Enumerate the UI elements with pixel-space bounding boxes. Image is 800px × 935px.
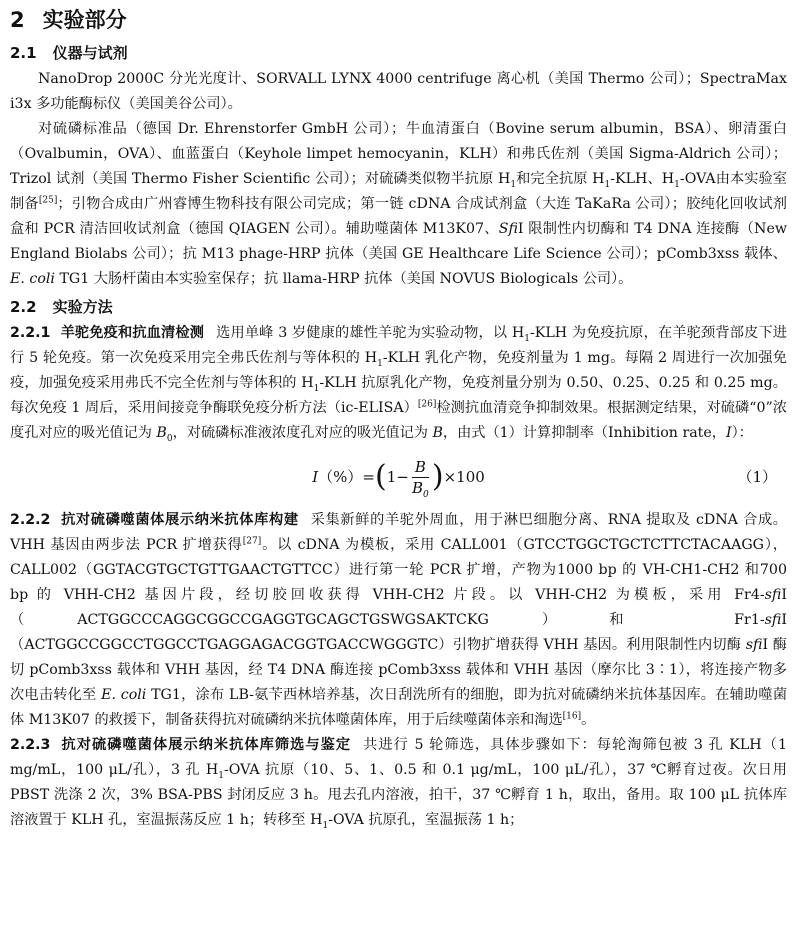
italic-text: sfi: [745, 637, 763, 653]
equation-one: 1−: [386, 467, 409, 486]
fraction: [412, 457, 429, 498]
subscript: 1: [674, 179, 680, 190]
subscript: 1: [377, 358, 383, 369]
text: 对硫磷标准品（德国 Dr. Ehrenstorfer GmbH 公司）；牛血清蛋白（Bovine serum albumin，BSA）、卵清蛋白（Ovalbumin，OVA）、血蓝蛋白（Keyhole limpet hemocyanin，KLH）和弗氏佐剂（美国 Sigma-Aldrich 公司）；Trizol 试剂（美国 Thermo Fisher Scientific 公司）；对硫磷类似物半抗原 H: [10, 121, 787, 187]
immunization-paragraph: [10, 321, 787, 446]
italic-text: E. coli: [101, 687, 147, 703]
text: ，对硫磷标准液浓度孔对应的吸光值记为: [172, 425, 433, 441]
variable: I: [725, 425, 732, 441]
text: -OVA 抗原孔，室温振荡 1 h；: [328, 812, 524, 828]
heading-title: 羊驼免疫和抗血清检测: [60, 325, 205, 341]
citation: [27]: [242, 536, 262, 547]
denominator-var: B: [411, 478, 423, 497]
text: -KLH 乳化产物，免疫剂量为 1 mg。每隔 2 周进行一次加强免疫，加强免疫采用弗氏不完全佐剂与等体积的 H: [10, 350, 787, 391]
subscript: 0: [422, 489, 429, 500]
text: -KLH 抗原乳化产物，免疫剂量分别为 0.50、0.25、0.25 和 0.25 mg。每次免疫 1 周后，采用间接竞争酶联免疫分析方法（ic-ELISA）: [10, 375, 787, 416]
library-construction-paragraph: [10, 508, 787, 733]
heading-title: 抗对硫磷噬菌体展示纳米抗体库构建: [60, 512, 299, 528]
subsection-title: 仪器与试剂: [52, 44, 128, 62]
citation: [16]: [562, 711, 582, 722]
heading-title: 抗对硫磷噬菌体展示纳米抗体库筛选与鉴定: [60, 737, 352, 753]
text: TG1，涂布 LB-氨苄西林培养基，次日刮洗所有的细胞，即为抗对硫磷纳米抗体基因库。在辅助噬菌体 M13K07 的救援下，制备获得抗对硫磷纳米抗体噬菌体库，用于后续噬菌体亲和淘选: [10, 687, 787, 728]
section-heading: [10, 2, 787, 38]
subscript: 1: [510, 179, 517, 190]
text: 和完全抗原 H: [516, 171, 605, 187]
italic-text: Sfi: [498, 221, 518, 237]
instruments-paragraph: NanoDrop 2000C 分光光度计、SORVALL LYNX 4000 centrifuge 离心机（美国 Thermo 公司）；SpectraMax i3x 多功能酶标仪（美国美谷公司）。: [10, 71, 787, 112]
text: ，由式（1）计算抑制率（Inhibition rate，: [442, 425, 726, 441]
subsubsection-heading-2-2-1: [10, 325, 204, 341]
numerator: B: [412, 457, 429, 478]
denominator: [412, 478, 429, 498]
text: -KLH、H: [610, 171, 675, 187]
text: I（ACTGGCCGGCCTGGCCTGAGGAGACGGTGACCWGGGTC）引物扩增获得 VHH 基因。利用限制性内切酶: [10, 612, 787, 653]
subsection-title: 实验方法: [52, 298, 113, 316]
text: I（ACTGGCCCAGGCGGCCGAGGTGCAGCTGSWGSAKTCKG）和 Fr1-: [10, 587, 787, 628]
subscript: 1: [604, 179, 611, 190]
text: I 限制性内切酶和 T4 DNA 连接酶（New England Biolabs 公司）；抗 M13 phage-HRP 抗体（美国 GE Healthcare Life Science 公司）；pComb3xss 载体、: [10, 221, 787, 262]
text: I 酶切 pComb3xss 载体和 VHH 基因，经 T4 DNA 酶连接 pComb3xss 载体和 VHH 基因（摩尔比 3∶1），将连接产物多次电击转化至: [10, 637, 787, 703]
text: 。: [581, 712, 596, 728]
citation: [25]: [38, 195, 58, 206]
text: -OVA由本实验室制备: [10, 171, 787, 212]
variable: B: [156, 425, 167, 441]
subscript: 1: [218, 770, 224, 781]
variable: B: [432, 425, 443, 441]
text: 检测抗血清竞争抑制效果。根据测定结果，对硫磷“0”浓度孔对应的吸光值记为: [10, 400, 787, 441]
subsubsection-heading-2-2-3: [10, 737, 351, 753]
text: 。以 cDNA 为模板，采用 CALL001（GTCCTGGCTGCTCTTCTACAAGG），CALL002（GGTACGTGCTGTTGAACTGTTCC）进行第一轮 PCR 扩增，产物为1000 bp 的 VH-CH1-CH2 和700 bp 的 VHH-CH2 基因片段，经切胶回收获得 VHH-CH2 片段。以 VHH-CH2 为模板，采用 Fr4-: [10, 537, 788, 603]
subsection-number: 2.2: [10, 298, 37, 316]
text: -KLH 为免疫抗原，在羊驼颈背部皮下进行 5 轮免疫。第一次免疫采用完全弗氏佐剂与等体积的 H: [10, 325, 787, 366]
italic-text: E. coli: [10, 271, 55, 287]
text: 共进行 5 轮筛选，具体步骤如下：每轮淘筛包被 3 孔 KLH（1 mg/mL，100 μL/孔），3 孔 H: [10, 737, 787, 778]
subsection-number: 2.1: [10, 44, 37, 62]
equation-lhs: I: [312, 467, 319, 486]
subscript: 0: [166, 433, 173, 444]
heading-number: 2.2.1: [10, 325, 51, 341]
subsubsection-heading-2-2-2: [10, 512, 299, 528]
citation: [26]: [417, 399, 437, 410]
heading-number: 2.2.2: [10, 512, 51, 528]
equation-tail: ×100: [443, 467, 485, 486]
italic-text: sfi: [764, 612, 782, 628]
subscript: 1: [524, 333, 530, 344]
section-title: 实验部分: [42, 8, 127, 32]
right-paren: ): [431, 459, 444, 494]
heading-number: 2.2.3: [10, 737, 51, 753]
text: ）：: [731, 425, 753, 441]
subscript: 1: [313, 383, 320, 394]
italic-text: sfi: [764, 587, 782, 603]
subsection-heading-2-1: [10, 40, 787, 67]
subsection-heading-2-2: [10, 294, 787, 321]
text: -OVA 抗原（10、5、1、0.5 和 0.1 μg/mL，100 μL/孔），37 ℃孵育过夜。次日用 PBST 洗涤 2 次，3% BSA-PBS 封闭反应 3 h。甩去孔内溶液，拍干，37 ℃孵育 1 h，取出，备用。取 100 μL 抗体库溶液置于 KLH 孔，室温振荡反应 1 h；转移至 H: [10, 762, 787, 828]
section-number: 2: [10, 8, 25, 32]
reagents-paragraph: [10, 117, 787, 292]
left-paren: (: [374, 459, 387, 494]
screening-paragraph: [10, 733, 787, 833]
equation-percent: （%）=: [318, 467, 375, 486]
text: ；引物合成由广州睿博生物科技有限公司完成；第一链 cDNA 合成试剂盒（大连 TaKaRa 公司）；胶纯化回收试剂盒和 PCR 清洁回收试剂盒（德国 QIAGEN 公司）。辅助噬菌体 M13K07、: [10, 196, 787, 237]
text: 采集新鲜的羊驼外周血，用于淋巴细胞分离、RNA 提取及 cDNA 合成。VHH 基因由两步法 PCR 扩增获得: [10, 512, 787, 553]
equation-number: （1）: [737, 468, 777, 486]
text: TG1 大肠杆菌由本实验室保存；抗 llama-HRP 抗体（美国 NOVUS Biologicals 公司）。: [54, 271, 633, 287]
text: 选用单峰 3 岁健康的雄性羊驼为实验动物，以 H: [216, 325, 525, 341]
equation-1: [10, 446, 787, 508]
subscript: 1: [322, 820, 329, 831]
